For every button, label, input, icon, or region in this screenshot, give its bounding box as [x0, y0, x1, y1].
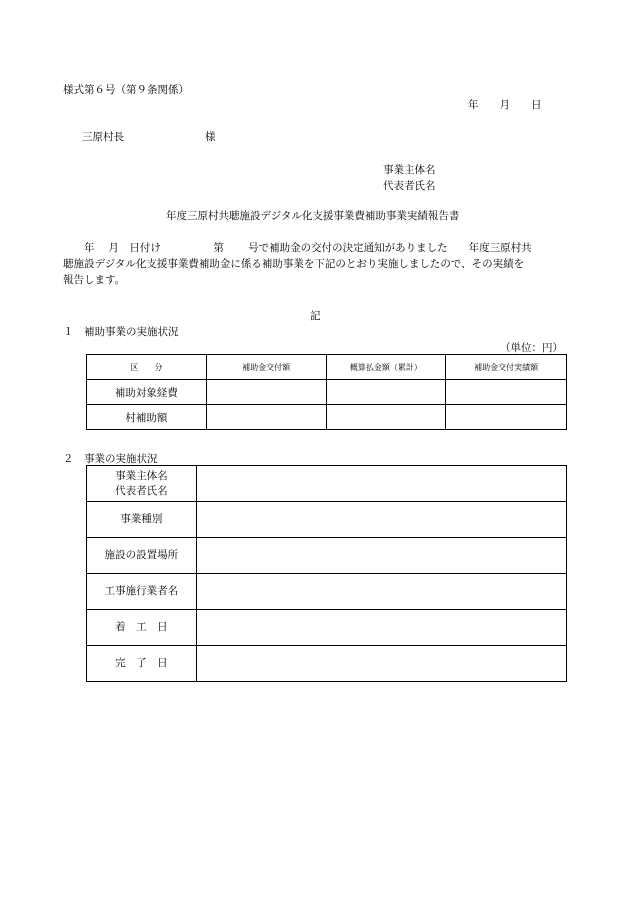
cell-empty — [196, 466, 566, 502]
table-row — [87, 574, 567, 610]
cell-empty — [196, 502, 566, 538]
ki-marker: 記 — [310, 310, 321, 322]
header-advance-total: 概算払金額（累計） — [326, 355, 446, 380]
date-line: 年 月 日 — [468, 99, 542, 111]
row-label-contractor: 工事施行業者名 — [87, 574, 197, 610]
row-label-facility-location: 施設の設置場所 — [87, 538, 197, 574]
label-rep: 代表者氏名 — [115, 484, 168, 497]
row-label-start-date: 着 工 日 — [87, 610, 197, 646]
applicant-rep-label: 代表者氏名 — [383, 180, 436, 192]
row-label-org-rep — [87, 466, 197, 502]
form-number: 様式第６号（第９条関係） — [63, 84, 189, 96]
section2-heading: ２ 事業の実施状況 — [63, 453, 158, 465]
body-line-1: 年 月 日付け 第 号で補助金の交付の決定通知がありました 年度三原村共 — [63, 242, 532, 254]
row-label-village-subsidy: 村補助額 — [87, 405, 207, 430]
cell-empty — [446, 380, 567, 405]
table-row — [87, 405, 567, 430]
cell-empty — [196, 646, 566, 682]
label-org: 事業主体名 — [115, 469, 168, 482]
section1-unit: （単位：円） — [500, 342, 563, 354]
expense-table — [86, 354, 567, 430]
header-category: 区 分 — [87, 355, 207, 380]
table-row — [87, 538, 567, 574]
cell-empty — [196, 538, 566, 574]
addressee-honorific: 様 — [205, 131, 216, 143]
cell-empty — [446, 405, 567, 430]
header-grant-actual: 補助金交付実績額 — [446, 355, 567, 380]
body-paragraph — [63, 240, 573, 288]
cell-empty — [326, 405, 446, 430]
section1-heading: １ 補助事業の実施状況 — [63, 326, 179, 338]
document-title: 年度三原村共聴施設デジタル化支援事業費補助事業実績報告書 — [166, 210, 460, 222]
table-row — [87, 380, 567, 405]
status-table — [86, 465, 567, 682]
table-row — [87, 466, 567, 502]
row-label-completion-date: 完 了 日 — [87, 646, 197, 682]
body-line-3: 報告します。 — [63, 274, 126, 286]
table-row — [87, 502, 567, 538]
expense-table-header-row — [87, 355, 567, 380]
cell-empty — [206, 405, 326, 430]
cell-empty — [206, 380, 326, 405]
header-grant-amount: 補助金交付額 — [206, 355, 326, 380]
cell-empty — [196, 574, 566, 610]
row-label-eligible-cost: 補助対象経費 — [87, 380, 207, 405]
cell-empty — [196, 610, 566, 646]
addressee-name: 三原村長 — [82, 131, 124, 143]
applicant-org-label: 事業主体名 — [383, 164, 436, 176]
table-row — [87, 610, 567, 646]
cell-empty — [326, 380, 446, 405]
body-line-2: 聴施設デジタル化支援事業費補助金に係る補助事業を下記のとおり実施しましたので、その実績を — [63, 258, 525, 270]
table-row — [87, 646, 567, 682]
row-label-project-type: 事業種別 — [87, 502, 197, 538]
